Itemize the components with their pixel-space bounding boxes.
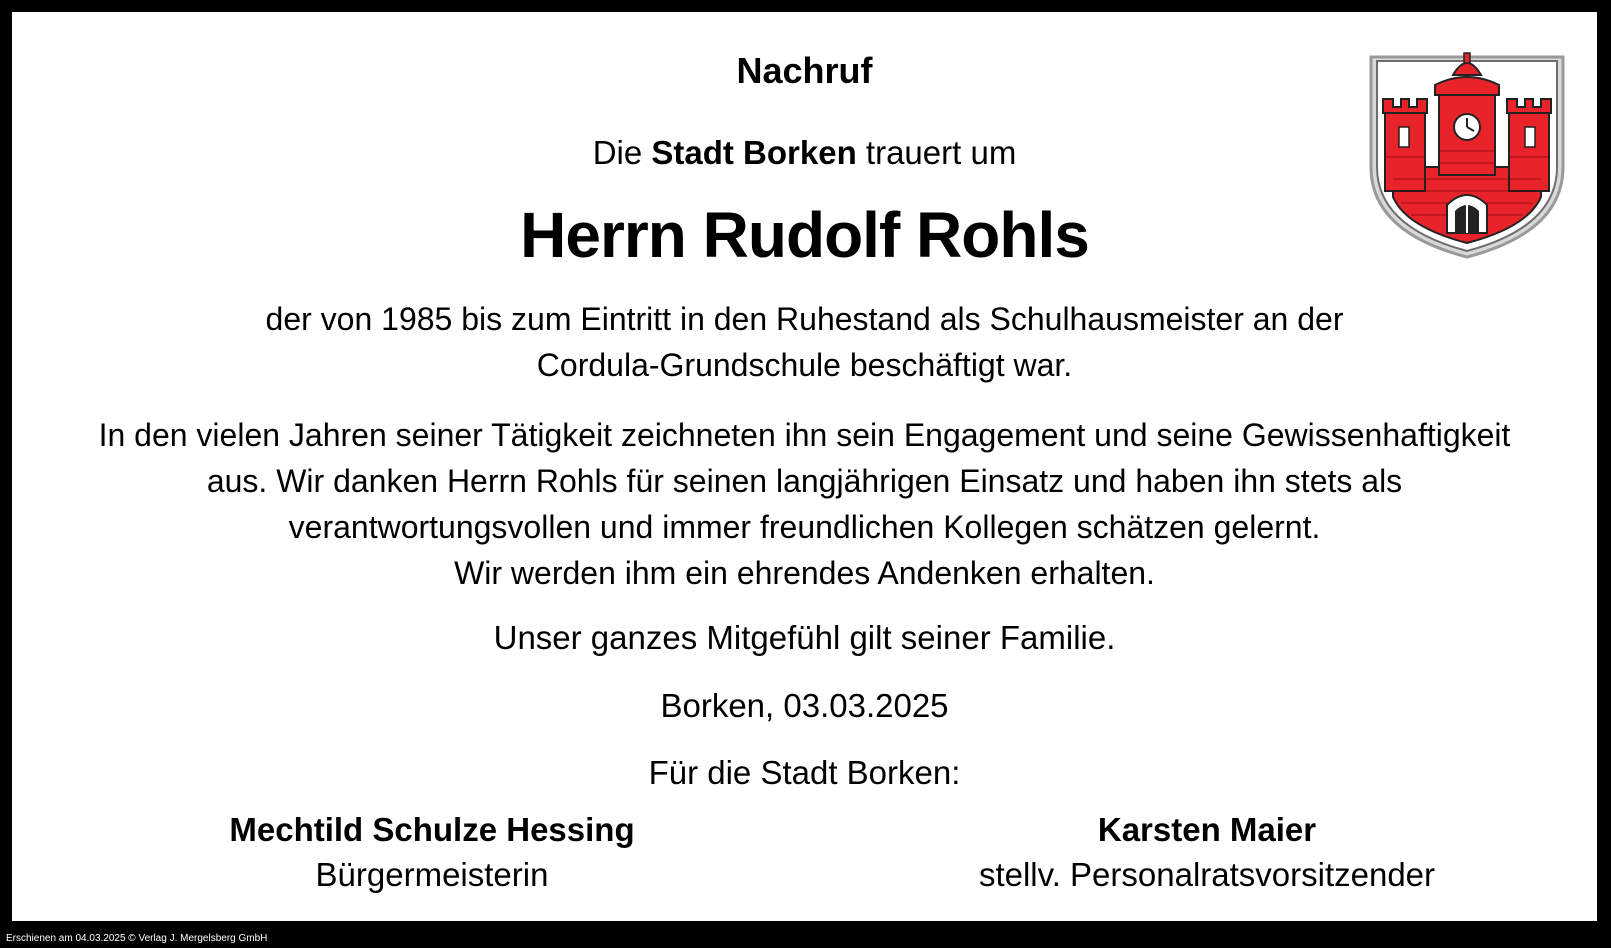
condolence-line: Unser ganzes Mitgefühl gilt seiner Familie.: [493, 619, 1116, 656]
paragraph-line: Wir werden ihm ein ehrendes Andenken erhalten.: [454, 555, 1155, 591]
place-date: Borken, 03.03.2025: [660, 687, 949, 724]
obituary-notice: [12, 12, 1597, 921]
tribute-paragraph: [12, 412, 1597, 596]
signatory-role: Bürgermeisterin: [315, 856, 549, 893]
employment-paragraph: [12, 296, 1597, 388]
intro-city: Stadt Borken: [651, 134, 857, 171]
paragraph-line: verantwortungsvollen und immer freundlichen Kollegen schätzen gelernt.: [288, 509, 1321, 545]
intro-post: trauert um: [856, 134, 1017, 171]
signatory-mayor: [152, 808, 712, 898]
intro-pre: Die: [592, 134, 652, 171]
publication-footer: Erschienen am 04.03.2025 © Verlag J. Mergelsberg GmbH: [6, 933, 268, 944]
signatory-name: Karsten Maier: [1097, 811, 1317, 848]
signatory-name: Mechtild Schulze Hessing: [229, 811, 635, 848]
deceased-name: Herrn Rudolf Rohls: [520, 199, 1089, 271]
paragraph-line: In den vielen Jahren seiner Tätigkeit zeichneten ihn sein Engagement und seine Gewissenhaftigkeit: [98, 417, 1511, 453]
on-behalf-line: Für die Stadt Borken:: [648, 754, 961, 791]
paragraph-line: Cordula-Grundschule beschäftigt war.: [536, 347, 1073, 383]
paragraph-line: der von 1985 bis zum Eintritt in den Ruhestand als Schulhausmeister an der: [265, 301, 1344, 337]
paragraph-line: aus. Wir danken Herrn Rohls für seinen langjährigen Einsatz und haben ihn stets als: [206, 463, 1403, 499]
coat-of-arms-icon: [1363, 47, 1573, 262]
signatory-staff-council: [907, 808, 1507, 898]
intro-line: [12, 134, 1597, 172]
signatory-role: stellv. Personalratsvorsitzender: [978, 856, 1436, 893]
notice-heading: Nachruf: [736, 50, 873, 91]
